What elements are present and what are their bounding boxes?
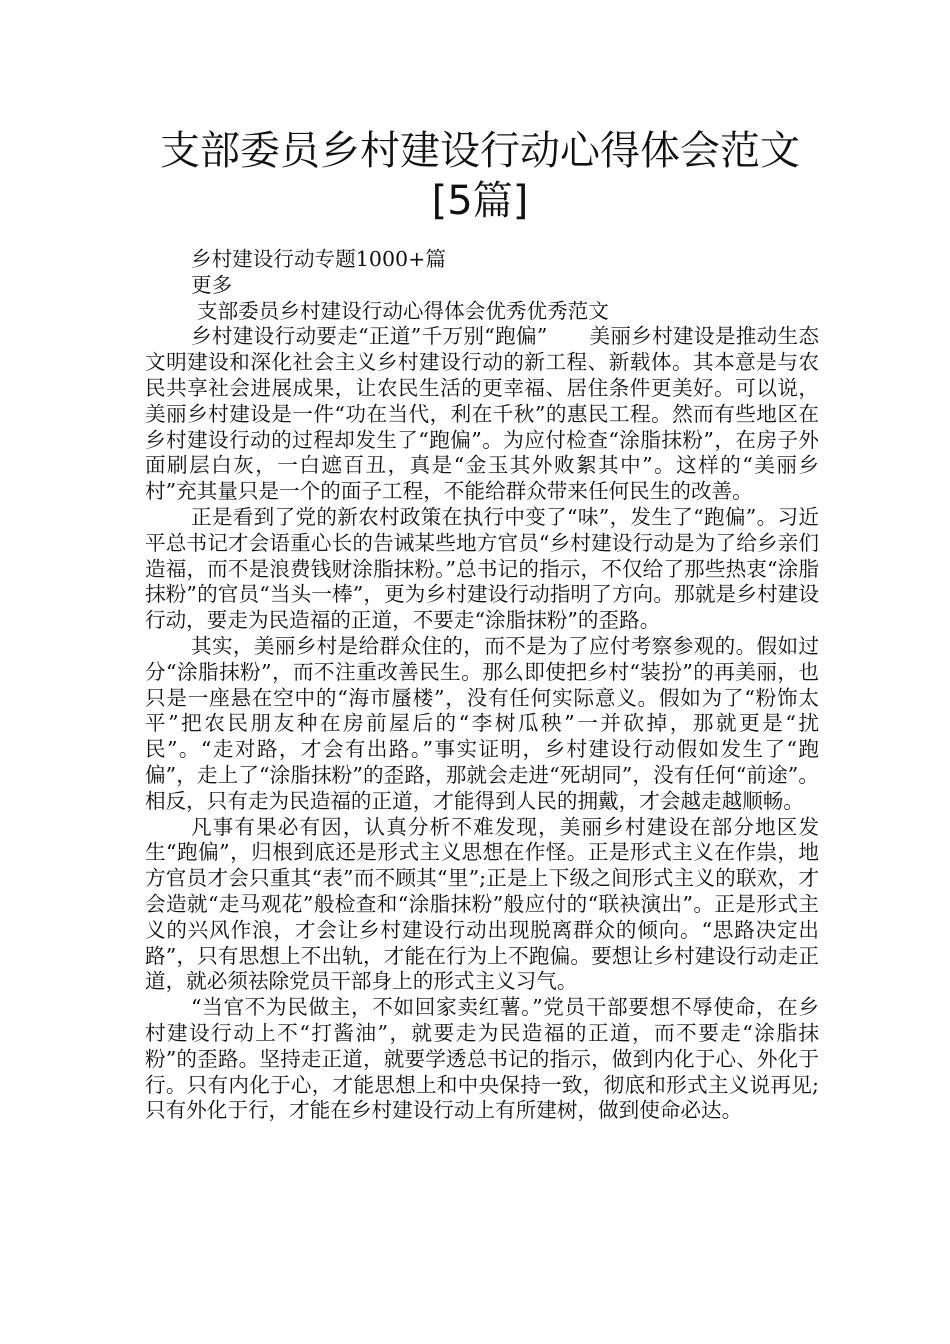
paragraph: 乡村建设行动要走“正道”千万别“跑偏” 美丽乡村建设是推动生态文明建设和深化社会主义乡村建设行动的新工程、新载体。其本意是与农民共享社会进展成果，让农民生活的更幸福、居住条件更美好。可以说，美丽乡村建设是一件“功在当代，利在千秋”的惠民工程。然而有些地区在乡村建设行动的过程却发生了“跑偏”。为应付检查“涂脂抹粉”，在房子外面刷层白灰，一白遮百丑，真是“金玉其外败絮其中”。这样的“美丽乡村”充其量只是一个的面子工程，不能给群众带来任何民生的改善。 (145, 324, 819, 504)
paragraph: 凡事有果必有因，认真分析不难发现，美丽乡村建设在部分地区发生“跑偏”，归根到底还是形式主义思想在作怪。正是形式主义在作祟，地方官员才会只重其“表”而不顾其“里”;正是上下级之间形式主义的联欢，才会造就“走马观花”般检查和“涂脂抹粉”般应付的“联袂演出”。正是形式主义的兴风作浪，才会让乡村建设行动出现脱离群众的倾向。“思路决定出路”，只有思想上不出轨，才能在行为上不跑偏。要想让乡村建设行动走正道，就必须祛除党员干部身上的形式主义习气。 (145, 814, 819, 994)
more-link-line (145, 273, 819, 299)
page-title: 支部委员乡村建设行动心得体会范文[5篇] (160, 128, 800, 224)
document-body (145, 247, 819, 1124)
document-subtitle: 支部委员乡村建设行动心得体会优秀优秀范文 (197, 298, 609, 323)
paragraph: “当官不为民做主，不如回家卖红薯。”党员干部要想不辱使命，在乡村建设行动上不“打酱油”，就要走为民造福的正道，而不要走“涂脂抹粉”的歪路。坚持走正道，就要学透总书记的指示，做到内化于心、外化于行。只有内化于心，才能思想上和中央保持一致，彻底和形式主义说再见;只有外化于行，才能在乡村建设行动上有所建树，做到使命必达。 (145, 995, 819, 1123)
paragraph: 正是看到了党的新农村政策在执行中变了“味”，发生了“跑偏”。习近平总书记才会语重心长的告诫某些地方官员“乡村建设行动是为了给乡亲们造福，而不是浪费钱财涂脂抹粉。”总书记的指示，不仅给了那些热衷“涂脂抹粉”的官员“当头一棒”，更为乡村建设行动指明了方向。那就是乡村建设行动，要走为民造福的正道，不要走“涂脂抹粉”的歪路。 (145, 504, 819, 633)
more-link[interactable]: 更多 (191, 272, 233, 297)
topic-link[interactable]: 乡村建设行动专题1000+篇 (191, 247, 447, 271)
topic-link-line (145, 247, 819, 273)
paragraph: 其实，美丽乡村是给群众住的，而不是为了应付考察参观的。假如过分“涂脂抹粉”，而不注重改善民生。那么即使把乡村“装扮”的再美丽，也只是一座悬在空中的“海市蜃楼”，没有任何实际意义。假如为了“粉饰太平”把农民朋友种在房前屋后的“李树瓜秧”一并砍掉，那就更是“扰民”。“走对路，才会有出路。”事实证明，乡村建设行动假如发生了“跑偏”，走上了“涂脂抹粉”的歪路，那就会走进“死胡同”，没有任何“前途”。相反，只有走为民造福的正道，才能得到人民的拥戴，才会越走越顺畅。 (145, 633, 819, 813)
